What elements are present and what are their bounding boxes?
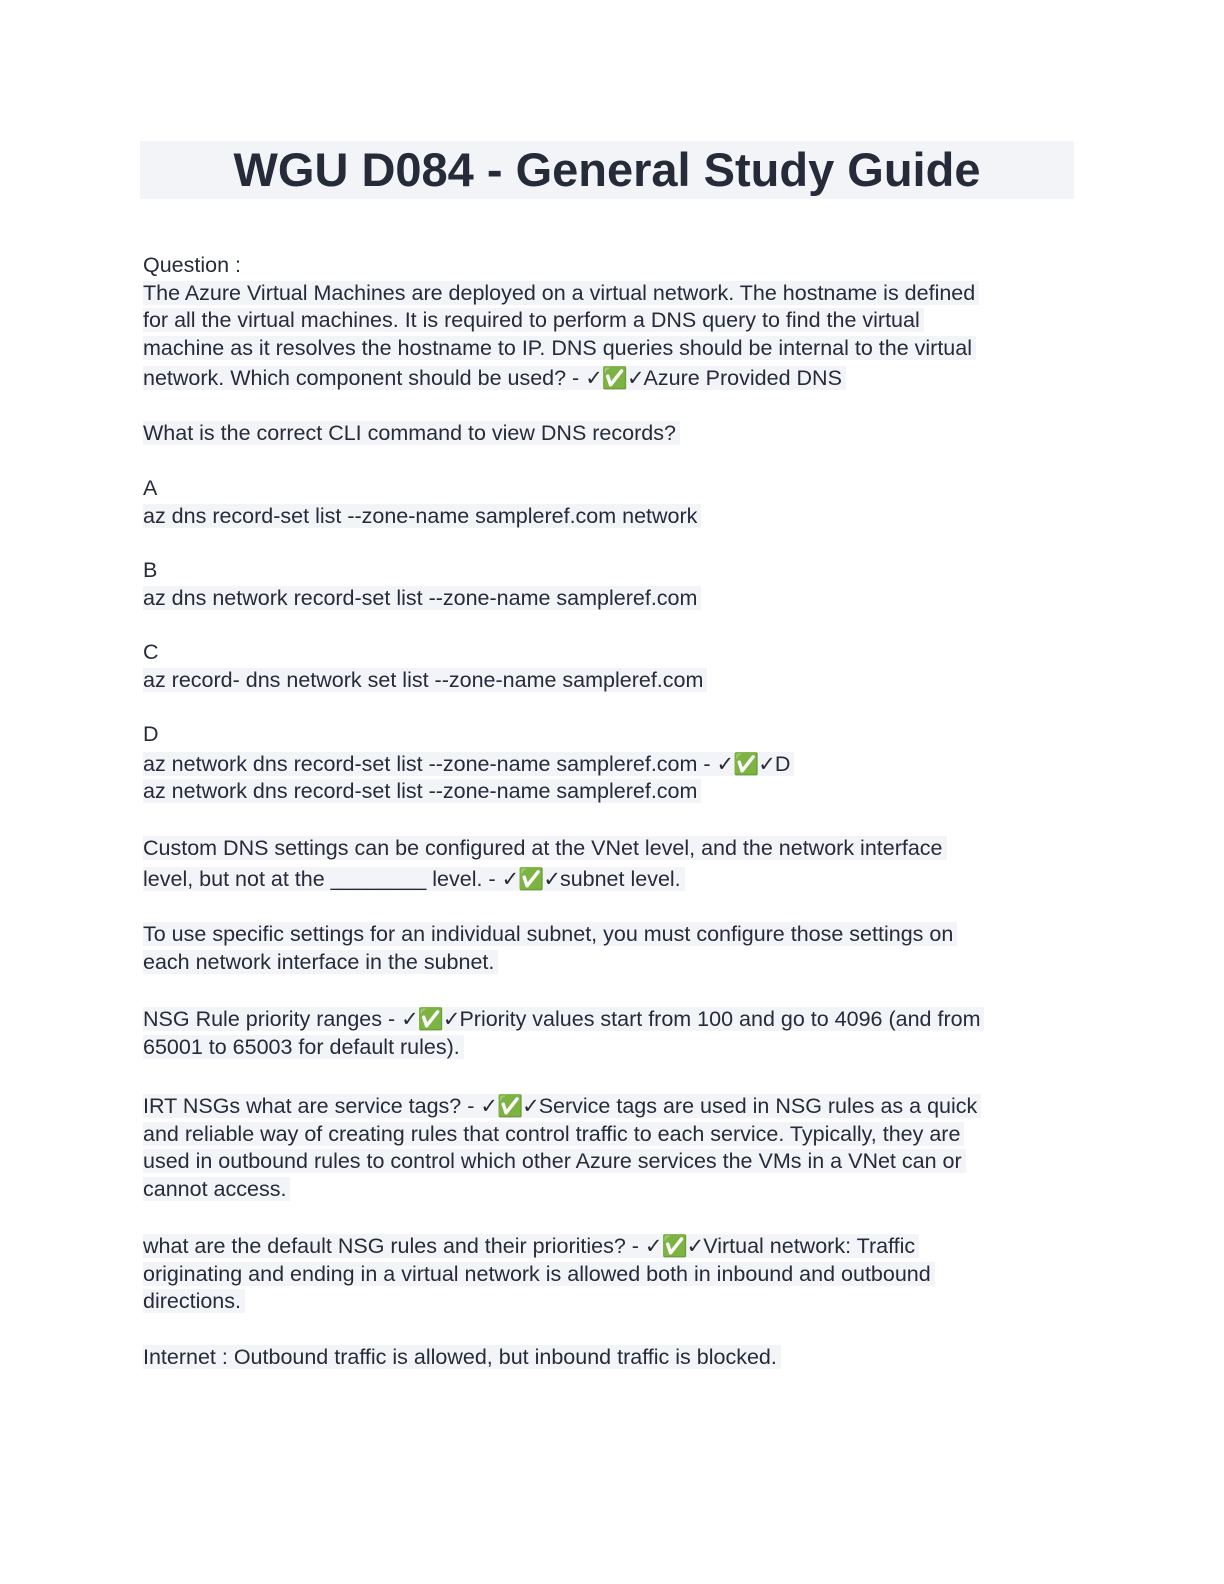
checkmark-icon: ✓✅✓ [501, 866, 560, 891]
question-1-line-3: machine as it resolves the hostname to IP. DNS queries should be internal to the virtual [143, 336, 976, 360]
question-6-line-3: used in outbound rules to control which other Azure services the VMs in a VNet can or [143, 1149, 966, 1173]
question-label: Question : [143, 253, 241, 277]
option-d [143, 721, 1083, 806]
question-5-line-1: NSG Rule priority ranges - ✓✅✓Priority values start from 100 and go to 4096 (and from [143, 1007, 984, 1031]
question-6 [143, 1093, 1083, 1203]
question-2-text: What is the correct CLI command to view DNS records? [143, 421, 680, 445]
question-1-line-1: The Azure Virtual Machines are deployed on a virtual network. The hostname is defined [143, 281, 979, 305]
option-c-letter: C [143, 640, 159, 664]
question-7 [143, 1233, 1083, 1316]
question-1-line-2: for all the virtual machines. It is required to perform a DNS query to find the virtual [143, 308, 924, 332]
checkmark-icon: ✓✅✓ [480, 1094, 539, 1118]
question-1 [143, 252, 1083, 393]
note-line-2: each network interface in the subnet. [143, 950, 498, 974]
answer-7: Virtual network: Traffic [703, 1234, 916, 1258]
question-6-line-4: cannot access. [143, 1177, 290, 1201]
option-b-letter: B [143, 558, 158, 582]
note-subnet-settings [143, 921, 1083, 976]
checkmark-icon: ✓✅✓ [716, 751, 775, 776]
option-d-text: az network dns record-set list --zone-name sampleref.com - ✓✅✓D [143, 752, 794, 776]
option-b-text: az dns network record-set list --zone-name sampleref.com [143, 586, 701, 610]
question-3-line-2: level, but not at the ________ level. - ✓✅✓subnet level. [143, 867, 685, 891]
page-title: WGU D084 - General Study Guide [233, 143, 981, 196]
option-a-letter: A [143, 476, 158, 500]
checkmark-icon: ✓✅✓ [401, 1007, 460, 1031]
question-7-line-3: directions. [143, 1289, 245, 1313]
question-3-line-1: Custom DNS settings can be configured at the VNet level, and the network interface [143, 836, 947, 860]
option-a [143, 475, 1083, 530]
answer-1: Azure Provided DNS [643, 366, 842, 390]
question-7-line-1: what are the default NSG rules and their priorities? - ✓✅✓Virtual network: Traffic [143, 1234, 919, 1258]
option-c [143, 639, 1083, 694]
option-c-text: az record- dns network set list --zone-name sampleref.com [143, 668, 707, 692]
question-2 [143, 420, 1083, 448]
question-5-line-2: 65001 to 65003 for default rules). [143, 1035, 464, 1059]
answer-3: subnet level. [559, 866, 681, 891]
option-d-letter: D [143, 722, 159, 746]
answer-5: Priority values start from 100 and go to 4096 (and from [459, 1007, 981, 1031]
question-1-line-4: network. Which component should be used? - ✓✅✓Azure Provided DNS [143, 366, 846, 390]
question-3 [143, 835, 1083, 893]
question-5 [143, 1006, 1083, 1061]
answer-2: D [774, 751, 791, 776]
internet-rule [143, 1344, 1083, 1372]
question-6-line-1: IRT NSGs what are service tags? - ✓✅✓Service tags are used in NSG rules as a quick [143, 1094, 981, 1118]
checkmark-icon: ✓✅✓ [644, 1234, 704, 1258]
question-7-line-2: originating and ending in a virtual network is allowed both in inbound and outbound [143, 1262, 935, 1286]
option-a-text: az dns record-set list --zone-name sampleref.com network [143, 504, 701, 528]
question-6-line-2: and reliable way of creating rules that control traffic to each service. Typically, they are [143, 1122, 964, 1146]
checkmark-icon: ✓✅✓ [585, 366, 644, 390]
answer-2-detail: az network dns record-set list --zone-name sampleref.com [143, 779, 701, 803]
answer-6: Service tags are used in NSG rules as a quick [538, 1094, 978, 1118]
note-line-1: To use specific settings for an individual subnet, you must configure those settings on [143, 922, 957, 946]
internet-rule-text: Internet : Outbound traffic is allowed, but inbound traffic is blocked. [143, 1345, 781, 1369]
option-b [143, 557, 1083, 612]
